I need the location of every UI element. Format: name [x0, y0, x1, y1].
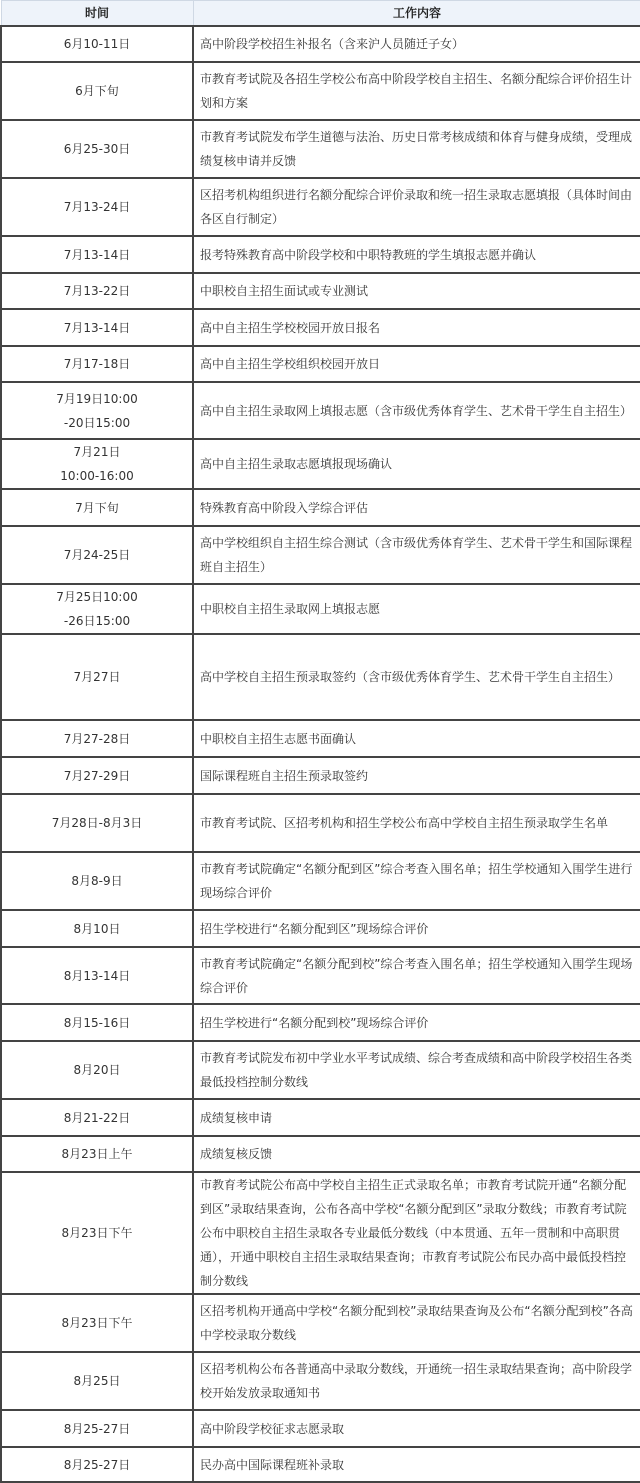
time-cell: 8月21-22日	[1, 1099, 193, 1136]
work-content-cell: 成绩复核申请	[193, 1099, 640, 1136]
table-row	[1, 62, 640, 120]
table-row	[1, 794, 640, 852]
time-cell: 7月13-24日	[1, 178, 193, 236]
work-content-cell: 高中学校组织自主招生综合测试（含市级优秀体育学生、艺术骨干学生和国际课程班自主招生）	[193, 526, 640, 584]
work-content-cell: 高中阶段学校招生补报名（含来沪人员随迁子女）	[193, 26, 640, 62]
work-content-cell: 高中阶段学校征求志愿录取	[193, 1410, 640, 1447]
table-row	[1, 947, 640, 1004]
table-row	[1, 178, 640, 236]
work-content-cell: 市教育考试院确定“名额分配到校”综合考查入围名单；招生学校通知入围学生现场综合评价	[193, 947, 640, 1004]
header-time: 时间	[1, 1, 193, 27]
work-content-cell: 市教育考试院发布初中学业水平考试成绩、综合考查成绩和高中阶段学校招生各类最低投档控制分数线	[193, 1041, 640, 1099]
time-cell: 8月10日	[1, 910, 193, 947]
table-row	[1, 309, 640, 346]
table-row	[1, 720, 640, 757]
table-row	[1, 1041, 640, 1099]
work-content-cell: 区招考机构开通高中学校“名额分配到校”录取结果查询及公布“名额分配到校”各高中学校录取分数线	[193, 1294, 640, 1352]
table-row	[1, 910, 640, 947]
work-content-cell: 市教育考试院确定“名额分配到区”综合考查入围名单；招生学校通知入围学生进行现场综合评价	[193, 852, 640, 910]
work-content-cell: 报考特殊教育高中阶段学校和中职特教班的学生填报志愿并确认	[193, 236, 640, 273]
work-content-cell: 特殊教育高中阶段入学综合评估	[193, 489, 640, 526]
table-row	[1, 526, 640, 584]
time-cell: 7月13-22日	[1, 273, 193, 309]
table-row	[1, 120, 640, 178]
time-cell: 7月21日 10:00-16:00	[1, 439, 193, 489]
table-row	[1, 1447, 640, 1482]
time-cell: 8月23日下午	[1, 1172, 193, 1294]
table-header-row	[1, 1, 640, 27]
work-content-cell: 市教育考试院发布学生道德与法治、历史日常考核成绩和体育与健身成绩，受理成绩复核申请并反馈	[193, 120, 640, 178]
time-cell: 7月13-14日	[1, 309, 193, 346]
work-content-cell: 招生学校进行“名额分配到校”现场综合评价	[193, 1004, 640, 1041]
time-cell: 7月28日-8月3日	[1, 794, 193, 852]
time-cell: 7月24-25日	[1, 526, 193, 584]
time-cell: 8月8-9日	[1, 852, 193, 910]
table-row	[1, 1294, 640, 1352]
work-content-cell: 市教育考试院及各招生学校公布高中阶段学校自主招生、名额分配综合评价招生计划和方案	[193, 62, 640, 120]
work-content-cell: 高中自主招生录取网上填报志愿（含市级优秀体育学生、艺术骨干学生自主招生）	[193, 382, 640, 439]
table-row	[1, 26, 640, 62]
time-cell: 8月25-27日	[1, 1410, 193, 1447]
table-row	[1, 1136, 640, 1172]
table-row	[1, 1172, 640, 1294]
time-cell: 7月13-14日	[1, 236, 193, 273]
work-content-cell: 市教育考试院公布高中学校自主招生正式录取名单；市教育考试院开通“名额分配到区”录取结果查询，公布各高中学校“名额分配到区”录取分数线；市教育考试院公布中职校自主招生录取各专业最低分数线（中本贯通、五年一贯制和中高职贯通），开通中职校自主招生录取结果查询；市教育考试院公布民办高中最低投档控制分数线	[193, 1172, 640, 1294]
work-content-cell: 市教育考试院、区招考机构和招生学校公布高中学校自主招生预录取学生名单	[193, 794, 640, 852]
table-row	[1, 382, 640, 439]
time-cell: 7月下旬	[1, 489, 193, 526]
table-row	[1, 634, 640, 720]
table-row	[1, 236, 640, 273]
work-content-cell: 国际课程班自主招生预录取签约	[193, 757, 640, 794]
time-cell: 7月27-28日	[1, 720, 193, 757]
time-cell: 6月下旬	[1, 62, 193, 120]
time-cell: 7月17-18日	[1, 346, 193, 382]
work-content-cell: 高中自主招生学校组织校园开放日	[193, 346, 640, 382]
table-row	[1, 273, 640, 309]
table-row	[1, 757, 640, 794]
table-row	[1, 852, 640, 910]
work-content-cell: 中职校自主招生志愿书面确认	[193, 720, 640, 757]
work-content-cell: 高中自主招生录取志愿填报现场确认	[193, 439, 640, 489]
table-row	[1, 346, 640, 382]
table-row	[1, 439, 640, 489]
work-content-cell: 民办高中国际课程班补录取	[193, 1447, 640, 1482]
time-cell: 8月15-16日	[1, 1004, 193, 1041]
time-cell: 6月10-11日	[1, 26, 193, 62]
time-cell: 8月23日下午	[1, 1294, 193, 1352]
work-content-cell: 区招考机构组织进行名额分配综合评价录取和统一招生录取志愿填报（具体时间由各区自行制定）	[193, 178, 640, 236]
table-row	[1, 1099, 640, 1136]
table-row	[1, 584, 640, 634]
work-content-cell: 中职校自主招生面试或专业测试	[193, 273, 640, 309]
table-body	[1, 26, 640, 1482]
work-content-cell: 高中自主招生学校校园开放日报名	[193, 309, 640, 346]
time-cell: 8月25日	[1, 1352, 193, 1410]
time-cell: 8月25-27日	[1, 1447, 193, 1482]
table-row	[1, 489, 640, 526]
work-content-cell: 招生学校进行“名额分配到区”现场综合评价	[193, 910, 640, 947]
table-row	[1, 1004, 640, 1041]
time-cell: 6月25-30日	[1, 120, 193, 178]
time-cell: 8月23日上午	[1, 1136, 193, 1172]
work-content-cell: 成绩复核反馈	[193, 1136, 640, 1172]
time-cell: 7月27-29日	[1, 757, 193, 794]
time-cell: 8月13-14日	[1, 947, 193, 1004]
time-cell: 7月25日10:00 -26日15:00	[1, 584, 193, 634]
time-cell: 8月20日	[1, 1041, 193, 1099]
work-content-cell: 区招考机构公布各普通高中录取分数线，开通统一招生录取结果查询；高中阶段学校开始发放录取通知书	[193, 1352, 640, 1410]
time-cell: 7月19日10:00 -20日15:00	[1, 382, 193, 439]
header-work-content: 工作内容	[193, 1, 640, 27]
work-content-cell: 中职校自主招生录取网上填报志愿	[193, 584, 640, 634]
table-row	[1, 1352, 640, 1410]
table-row	[1, 1410, 640, 1447]
work-content-cell: 高中学校自主招生预录取签约（含市级优秀体育学生、艺术骨干学生自主招生）	[193, 634, 640, 720]
time-cell: 7月27日	[1, 634, 193, 720]
